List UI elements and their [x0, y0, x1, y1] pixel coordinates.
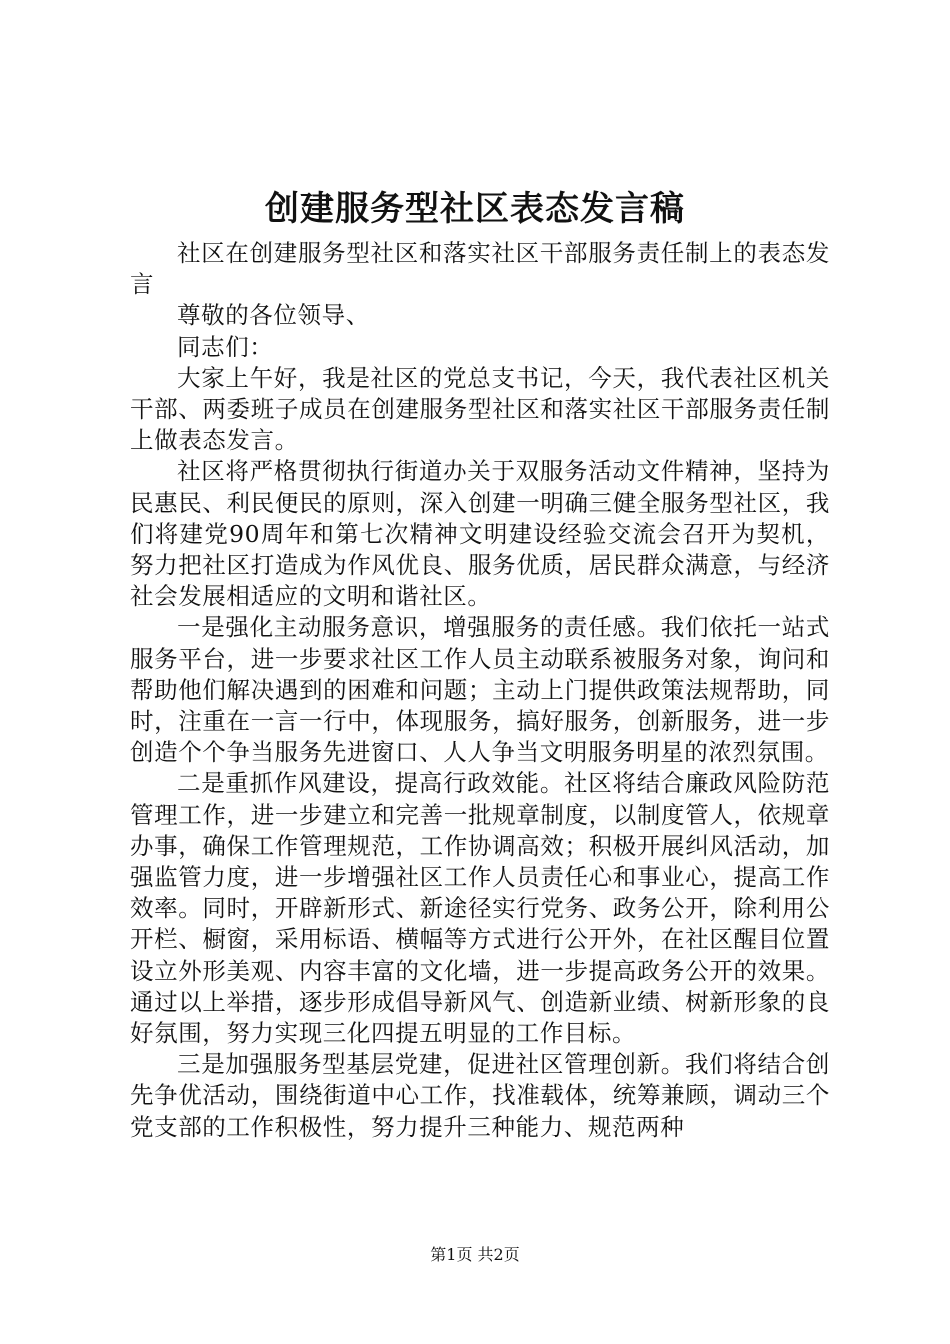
paragraph-commitment: 社区将严格贯彻执行街道办关于双服务活动文件精神，坚持为民惠民、利民便民的原则，深入创建一明确三健全服务型社区，我们将建党90周年和第七次精神文明建设经验交流会召开为契机，努力把社区打造成为作风优良、服务优质，居民群众满意，与经济社会发展相适应的文明和谐社区。: [130, 457, 830, 611]
page-number-footer: 第1页 共2页: [430, 1245, 520, 1264]
paragraph-point-one: 一是强化主动服务意识，增强服务的责任感。我们依托一站式服务平台，进一步要求社区工作人员主动联系被服务对象，询问和帮助他们解决遇到的困难和问题；主动上门提供政策法规帮助，同时，注重在一言一行中，体现服务，搞好服务，创新服务，进一步创造个个争当服务先进窗口、人人争当文明服务明星的浓烈氛围。: [130, 613, 830, 767]
paragraph-heading-line: 社区在创建服务型社区和落实社区干部服务责任制上的表态发言: [130, 239, 830, 299]
document-body: [130, 238, 830, 1143]
paragraph-point-two: 二是重抓作风建设，提高行政效能。社区将结合廉政风险防范管理工作，进一步建立和完善一批规章制度，以制度管人，依规章办事，确保工作管理规范，工作协调高效；积极开展纠风活动，加强监管力度，进一步增强社区工作人员责任心和事业心，提高工作效率。同时，开辟新形式、新途径实行党务、政务公开，除利用公开栏、橱窗，采用标语、横幅等方式进行公开外，在社区醒目位置设立外形美观、内容丰富的文化墙，进一步提高政务公开的效果。通过以上举措，逐步形成倡导新风气、创造新业绩、树新形象的良好氛围，努力实现三化四提五明显的工作目标。: [130, 769, 830, 1048]
document-title: 创建服务型社区表态发言稿: [265, 189, 685, 229]
paragraph-point-three: 三是加强服务型基层党建，促进社区管理创新。我们将结合创先争优活动，围绕街道中心工作，找准载体，统筹兼顾，调动三个党支部的工作积极性，努力提升三种能力、规范两种: [130, 1050, 830, 1141]
paragraph-greeting: 大家上午好，我是社区的党总支书记，今天，我代表社区机关干部、两委班子成员在创建服务型社区和落实社区干部服务责任制上做表态发言。: [130, 363, 830, 455]
paragraph-salutation-1: 尊敬的各位领导、: [177, 301, 370, 330]
paragraph-salutation-2: 同志们：: [177, 332, 274, 361]
